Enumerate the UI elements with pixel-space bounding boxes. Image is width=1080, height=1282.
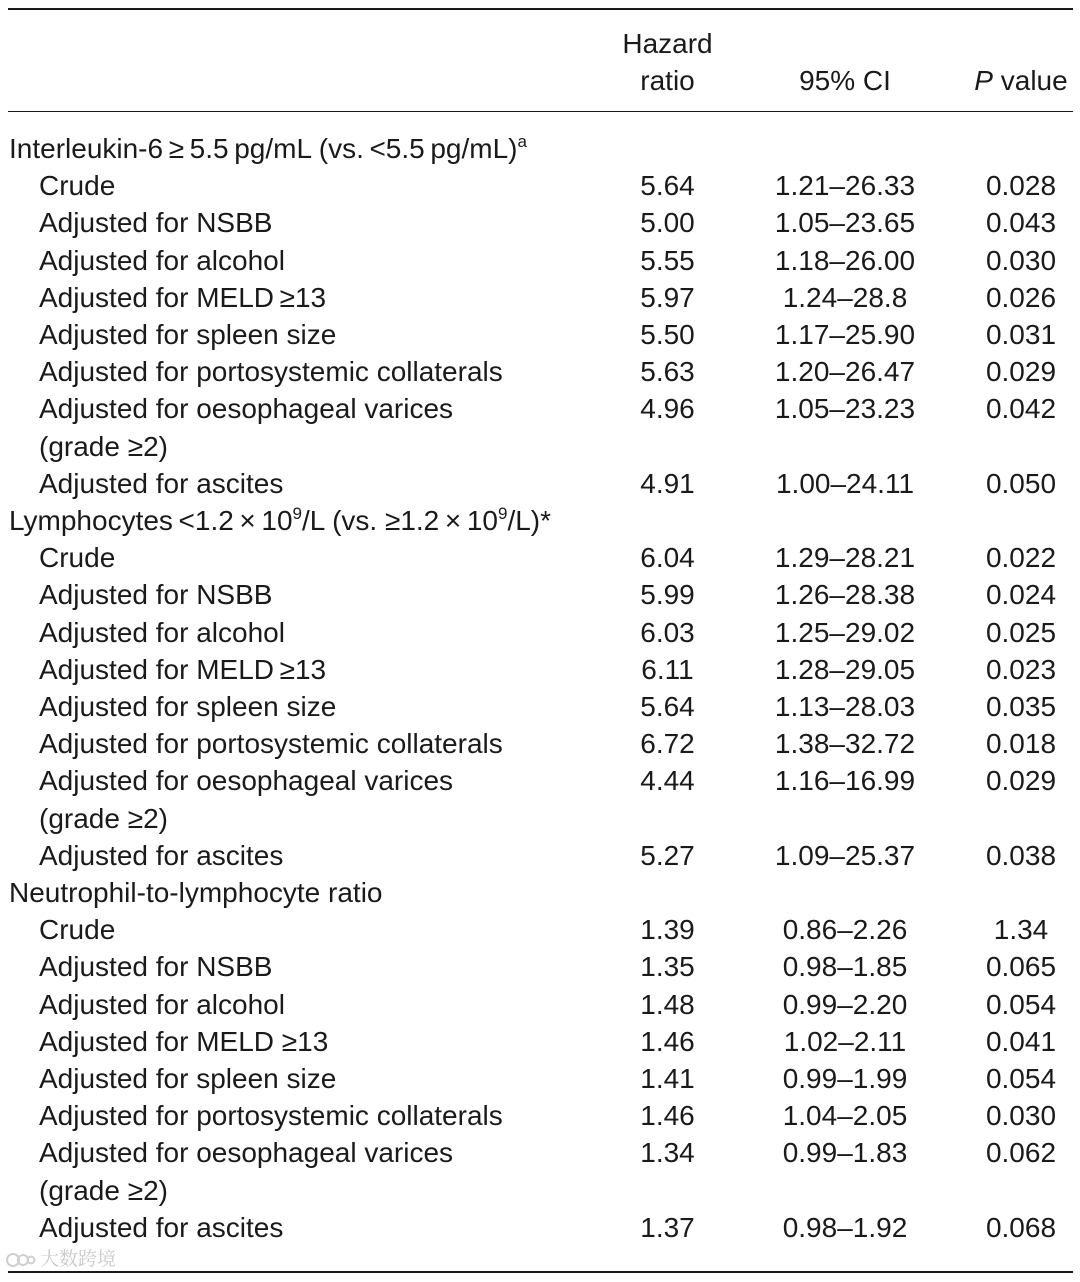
p-value: 0.038 — [985, 839, 1057, 871]
header-95-ci: 95% CI — [799, 65, 891, 96]
ci-value: 1.09–25.37 — [774, 839, 916, 871]
ci-value: 1.00–24.11 — [775, 467, 915, 499]
ci-value: 1.05–23.65 — [774, 207, 916, 239]
watermark-logo-icon — [6, 1251, 36, 1269]
hazard-ratio-value: 1.37 — [640, 1211, 695, 1243]
row-label: Adjusted for ascites — [39, 1211, 284, 1243]
row-label: Adjusted for oesophageal varices — [39, 1137, 454, 1169]
row-label: Adjusted for spleen size — [39, 691, 337, 722]
row-label: Adjusted for NSBB — [39, 951, 273, 983]
row-label: Adjusted for spleen size — [39, 319, 337, 350]
p-value: 0.041 — [985, 1025, 1057, 1057]
table-top-rule — [8, 8, 1073, 10]
hazard-ratio-value: 4.96 — [640, 393, 695, 425]
ci-value: 1.04–2.05 — [782, 1100, 908, 1132]
hazard-ratio-value: 5.97 — [640, 281, 695, 313]
hazard-ratio-value: 6.11 — [641, 653, 694, 685]
ci-value: 1.18–26.00 — [774, 244, 916, 276]
section-label — [9, 502, 551, 539]
ci-value: 1.24–28.8 — [782, 281, 908, 313]
row-label: Adjusted for alcohol — [39, 616, 285, 648]
row-label: Adjusted for alcohol — [39, 244, 285, 276]
hazard-ratio-value: 6.04 — [640, 542, 695, 574]
p-value: 0.023 — [985, 653, 1057, 685]
p-value: 0.024 — [985, 579, 1057, 611]
ci-value: 1.38–32.72 — [774, 728, 916, 760]
row-label: Adjusted for NSBB — [39, 579, 273, 611]
section-label-text: Interleukin-6 ≥ 5.5 pg/mL (vs. <5.5 pg/mL) — [9, 133, 518, 164]
hazard-ratio-value: 5.64 — [640, 170, 695, 202]
ci-value: 1.28–29.05 — [774, 653, 916, 685]
hazard-ratio-value: 5.99 — [640, 579, 695, 611]
p-value: 0.018 — [985, 728, 1057, 760]
row-label: Adjusted for MELD ≥13 — [39, 1025, 329, 1057]
header-p-value — [965, 62, 1077, 99]
row-label: Adjusted for oesophageal varices — [39, 765, 454, 797]
row-label: Crude — [39, 914, 116, 946]
section-label-text: Neutrophil-to-lymphocyte ratio — [9, 877, 383, 908]
hazard-ratio-value: 6.72 — [640, 728, 695, 760]
ci-value: 1.20–26.47 — [774, 356, 916, 388]
ci-value: 1.13–28.03 — [774, 691, 916, 722]
header-hazard-ratio-line2: ratio — [640, 65, 695, 96]
hazard-ratio-value: 1.34 — [640, 1137, 695, 1169]
p-value: 0.031 — [985, 319, 1057, 350]
ci-value: 1.21–26.33 — [774, 170, 916, 202]
hazard-ratio-value: 6.03 — [640, 616, 695, 648]
hazard-ratio-value: 1.48 — [640, 988, 695, 1020]
row-label: Adjusted for spleen size — [39, 1063, 337, 1094]
hazard-ratio-value: 1.46 — [640, 1100, 695, 1132]
ci-value: 0.86–2.26 — [782, 914, 908, 946]
ci-value: 0.99–1.83 — [782, 1137, 908, 1169]
p-value: 0.022 — [985, 542, 1057, 574]
row-label: Adjusted for oesophageal varices — [39, 393, 454, 425]
header-hazard-ratio-line1: Hazard — [622, 28, 713, 59]
p-value: 0.065 — [985, 951, 1057, 983]
p-value: 0.029 — [985, 356, 1057, 388]
ci-value: 1.17–25.90 — [774, 319, 916, 350]
table-bottom-rule — [8, 1271, 1073, 1273]
p-value: 0.042 — [985, 393, 1057, 425]
p-value: 0.050 — [985, 467, 1057, 499]
hazard-ratio-value: 1.41 — [640, 1063, 695, 1094]
ci-value: 0.99–1.99 — [782, 1063, 908, 1094]
hazard-ratio-value: 5.27 — [640, 839, 695, 871]
section-label — [9, 130, 527, 167]
row-label-continuation: (grade ≥2) — [39, 430, 168, 462]
p-value: 0.068 — [985, 1211, 1057, 1243]
p-value: 1.34 — [993, 914, 1049, 946]
row-label-continuation: (grade ≥2) — [39, 802, 168, 834]
row-label-continuation: (grade ≥2) — [39, 1174, 168, 1206]
watermark — [6, 1249, 116, 1271]
section-label-text: Lymphocytes <1.2 × 10 — [9, 505, 293, 536]
ci-value: 0.99–2.20 — [782, 988, 908, 1020]
hazard-ratio-value: 5.63 — [640, 356, 695, 388]
row-label: Crude — [39, 542, 116, 574]
ci-value: 1.26–28.38 — [774, 579, 916, 611]
header-p-rest: value — [992, 65, 1068, 96]
p-value: 0.062 — [985, 1137, 1057, 1169]
ci-value: 1.05–23.23 — [774, 393, 916, 425]
hazard-ratio-value: 4.44 — [640, 765, 695, 797]
p-value: 0.028 — [985, 170, 1057, 202]
section-label-superscript: 9 — [292, 503, 302, 523]
watermark-text: 大数跨境 — [40, 1249, 117, 1270]
ci-value: 1.25–29.02 — [774, 616, 916, 648]
hazard-ratio-value: 4.91 — [640, 467, 695, 499]
row-label: Crude — [39, 170, 116, 202]
section-label-text: /L)* — [507, 505, 552, 536]
p-value: 0.025 — [985, 616, 1057, 648]
row-label: Adjusted for NSBB — [39, 207, 273, 239]
hazard-ratio-value: 5.00 — [640, 207, 695, 239]
row-label: Adjusted for MELD ≥13 — [39, 281, 327, 313]
header-rule — [8, 111, 1073, 112]
p-value: 0.029 — [985, 765, 1057, 797]
row-label: Adjusted for alcohol — [39, 988, 285, 1020]
hazard-ratio-value: 5.50 — [640, 319, 695, 350]
p-value: 0.054 — [985, 1063, 1057, 1094]
p-value: 0.035 — [985, 691, 1057, 722]
hazard-ratio-value: 5.64 — [640, 691, 695, 722]
ci-value: 0.98–1.92 — [782, 1211, 908, 1243]
section-label — [9, 874, 383, 911]
ci-value: 1.16–16.99 — [774, 765, 916, 797]
p-value: 0.030 — [985, 244, 1057, 276]
row-label: Adjusted for portosystemic collaterals — [39, 356, 503, 388]
row-label: Adjusted for ascites — [39, 467, 284, 499]
hazard-ratio-value: 1.39 — [640, 914, 695, 946]
row-label: Adjusted for ascites — [39, 839, 284, 871]
ci-value: 1.02–2.11 — [783, 1025, 907, 1057]
p-value: 0.030 — [985, 1100, 1057, 1132]
row-label: Adjusted for portosystemic collaterals — [39, 1100, 503, 1132]
header-p-italic: P — [974, 65, 993, 96]
hazard-ratio-value: 1.35 — [640, 951, 695, 983]
p-value: 0.043 — [985, 207, 1057, 239]
section-label-text: /L (vs. ≥1.2 × 10 — [301, 505, 498, 536]
section-label-superscript: a — [517, 131, 527, 151]
section-label-superscript: 9 — [497, 503, 508, 523]
p-value: 0.026 — [985, 281, 1057, 313]
hazard-ratio-value: 5.55 — [640, 244, 695, 276]
row-label: Adjusted for MELD ≥13 — [39, 653, 327, 685]
p-value: 0.054 — [985, 988, 1057, 1020]
row-label: Adjusted for portosystemic collaterals — [39, 728, 503, 760]
ci-value: 1.29–28.21 — [774, 542, 916, 574]
ci-value: 0.98–1.85 — [782, 951, 908, 983]
hazard-ratio-value: 1.46 — [640, 1025, 695, 1057]
